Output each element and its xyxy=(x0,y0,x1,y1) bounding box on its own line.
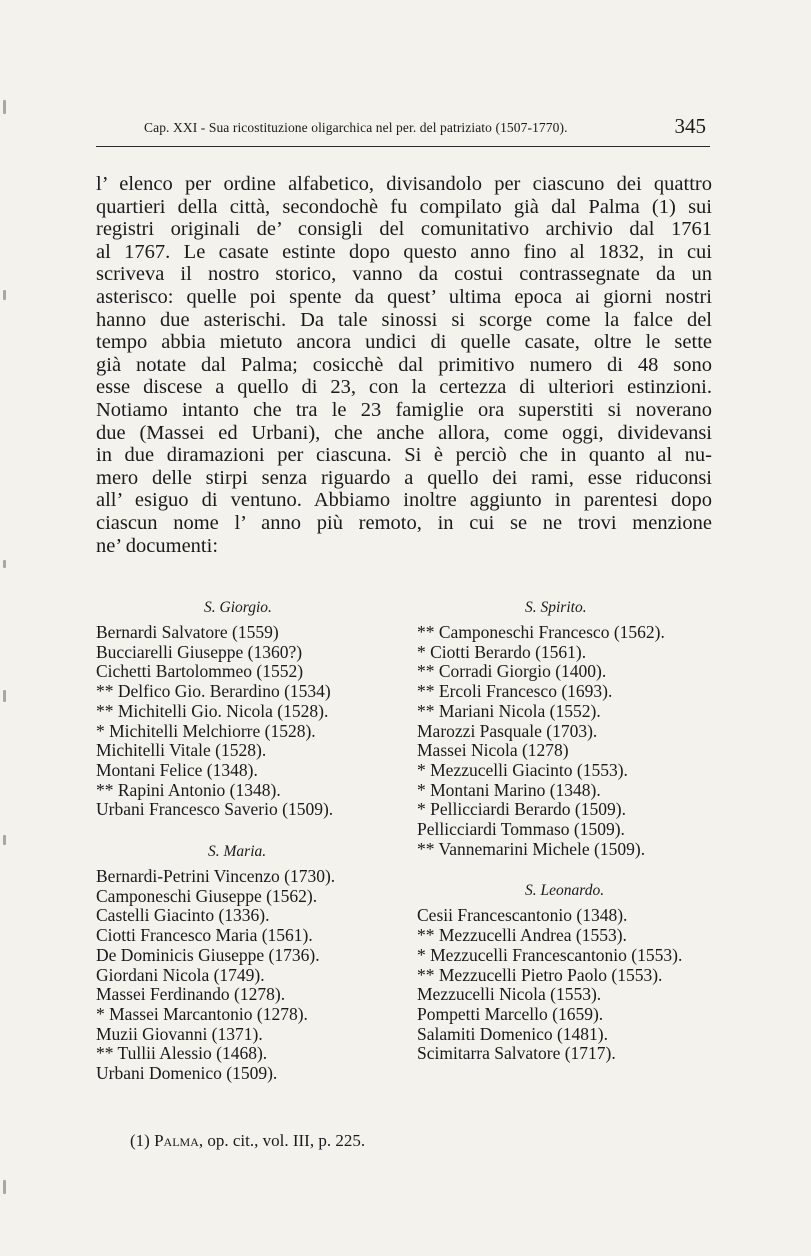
family-entry: Urbani Domenico (1509). xyxy=(96,1063,278,1084)
body-line: Notiamo intanto che tra le 23 famiglie ora superstiti si noverano xyxy=(96,398,712,421)
body-line: esse discese a quello di 23, con la certezza di ulteriori estinzioni. xyxy=(96,376,712,399)
family-entry: ** Mezzucelli Pietro Paolo (1553). xyxy=(417,964,663,985)
family-entry: Ciotti Francesco Maria (1561). xyxy=(96,925,313,946)
family-entry: Giordani Nicola (1749). xyxy=(96,964,265,985)
body-line: scriveva il nostro storico, vanno da costui contrassegnate da un xyxy=(96,263,712,286)
footnote xyxy=(130,1131,365,1151)
body-line: ciascun nome l’ anno più remoto, in cui se ne trovi menzione xyxy=(96,511,712,534)
body-line: hanno due asterischi. Da tale sinossi si scorge come la falce del xyxy=(96,308,712,331)
body-line: già notate dal Palma; cosicchè dal primitivo numero di 48 sono xyxy=(96,353,712,376)
quarter-title-s-spirito: S. Spirito. xyxy=(525,599,587,616)
list-s-spirito xyxy=(417,623,717,859)
quarter-title-s-giorgio: S. Giorgio. xyxy=(204,599,272,616)
family-entry: Bernardi-Petrini Vincenzo (1730). xyxy=(96,866,336,887)
footnote-author: Palma xyxy=(154,1131,199,1150)
family-entry: ** Corradi Giorgio (1400). xyxy=(417,661,607,682)
list-s-leonardo xyxy=(417,906,717,1064)
left-column xyxy=(96,598,396,1084)
family-entry: Muzii Giovanni (1371). xyxy=(96,1023,263,1044)
page-edge-shadow xyxy=(0,0,10,1256)
body-line: asterisco: quelle poi spente da quest’ ultima epoca ai giorni nostri xyxy=(96,285,712,308)
quarter-title-s-maria: S. Maria. xyxy=(208,843,267,861)
quarter-title-s-leonardo: S. Leonardo. xyxy=(525,882,605,900)
family-entry: Scimitarra Salvatore (1717). xyxy=(417,1043,616,1064)
footnote-number: (1) xyxy=(130,1131,150,1150)
family-entry: ** Ercoli Francesco (1693). xyxy=(417,681,613,702)
family-entry: Pellicciardi Tommaso (1509). xyxy=(417,819,625,840)
family-entry: ** Delfico Gio. Berardino (1534) xyxy=(96,681,331,702)
family-entry: * Michitelli Melchiorre (1528). xyxy=(96,720,316,741)
family-entry: Cichetti Bartolommeo (1552) xyxy=(96,661,304,682)
family-entry: Massei Nicola (1278) xyxy=(417,740,569,761)
family-entry: Marozzi Pasquale (1703). xyxy=(417,720,598,741)
family-entry: ** Rapini Antonio (1348). xyxy=(96,779,281,800)
family-entry: * Massei Marcantonio (1278). xyxy=(96,1003,308,1024)
body-line: quartieri della città, secondochè fu compilato già dal Palma (1) sui xyxy=(96,195,712,218)
body-paragraph xyxy=(96,173,712,557)
family-entry: * Pellicciardi Berardo (1509). xyxy=(417,799,626,820)
body-line: ne’ documenti: xyxy=(96,534,219,557)
family-entry: De Dominicis Giuseppe (1736). xyxy=(96,944,320,965)
body-line: due (Massei ed Urbani), che anche allora, come oggi, dividevansi xyxy=(96,421,712,444)
footnote-citation: , op. cit., vol. III, p. 225. xyxy=(198,1131,366,1150)
body-line: mero delle stirpi senza riguardo a quello dei rami, esse riduconsi xyxy=(96,466,712,489)
running-header xyxy=(96,114,710,147)
body-line: registri originali de’ consigli del comunitativo archivio dal 1761 xyxy=(96,218,712,241)
family-entry: Montani Felice (1348). xyxy=(96,759,258,780)
family-entry: ** Michitelli Gio. Nicola (1528). xyxy=(96,700,329,721)
family-entry: ** Tullii Alessio (1468). xyxy=(96,1043,268,1064)
family-entry: Camponeschi Giuseppe (1562). xyxy=(96,885,318,906)
family-entry: * Mezzucelli Francescantonio (1553). xyxy=(417,944,683,965)
family-entry: ** Mezzucelli Andrea (1553). xyxy=(417,925,627,946)
body-line: all’ esiguo di ventuno. Abbiamo inoltre aggiunto in parentesi dopo xyxy=(96,489,712,512)
family-entry: Massei Ferdinando (1278). xyxy=(96,984,286,1005)
family-entry: * Ciotti Berardo (1561). xyxy=(417,641,587,662)
body-line: in due diramazioni per ciascuna. Si è perciò che in quanto al nu- xyxy=(96,444,712,467)
family-entry: ** Camponeschi Francesco (1562). xyxy=(417,622,665,642)
family-entry: Bernardi Salvatore (1559) xyxy=(96,622,279,642)
family-entry: * Mezzucelli Giacinto (1553). xyxy=(417,759,628,780)
family-entry: Bucciarelli Giuseppe (1360?) xyxy=(96,641,303,662)
list-s-maria xyxy=(96,867,396,1084)
family-entry: Castelli Giacinto (1336). xyxy=(96,905,270,926)
family-entry: * Montani Marino (1348). xyxy=(417,779,601,800)
running-title: Cap. XXI - Sua ricostituzione oligarchica nel per. del patriziato (1507-1770). xyxy=(144,120,568,135)
body-line: tempo abbia mietuto ancora undici di quelle casate, oltre le sette xyxy=(96,331,712,354)
body-line: al 1767. Le casate estinte dopo questo anno fino al 1832, in cui xyxy=(96,240,712,263)
list-s-giorgio xyxy=(96,623,396,820)
body-line: l’ elenco per ordine alfabetico, divisandolo per ciascuno dei quattro xyxy=(96,173,712,195)
family-entry: Pompetti Marcello (1659). xyxy=(417,1003,604,1024)
family-entry: Mezzucelli Nicola (1553). xyxy=(417,984,602,1005)
page-number: 345 xyxy=(674,114,706,138)
right-column xyxy=(417,598,717,1064)
family-entry: ** Vannemarini Michele (1509). xyxy=(417,838,646,859)
family-entry: Salamiti Domenico (1481). xyxy=(417,1023,609,1044)
family-entry: Cesii Francescantonio (1348). xyxy=(417,905,628,926)
family-entry: Urbani Francesco Saverio (1509). xyxy=(96,799,334,820)
family-entry: ** Mariani Nicola (1552). xyxy=(417,700,601,721)
family-entry: Michitelli Vitale (1528). xyxy=(96,740,267,761)
